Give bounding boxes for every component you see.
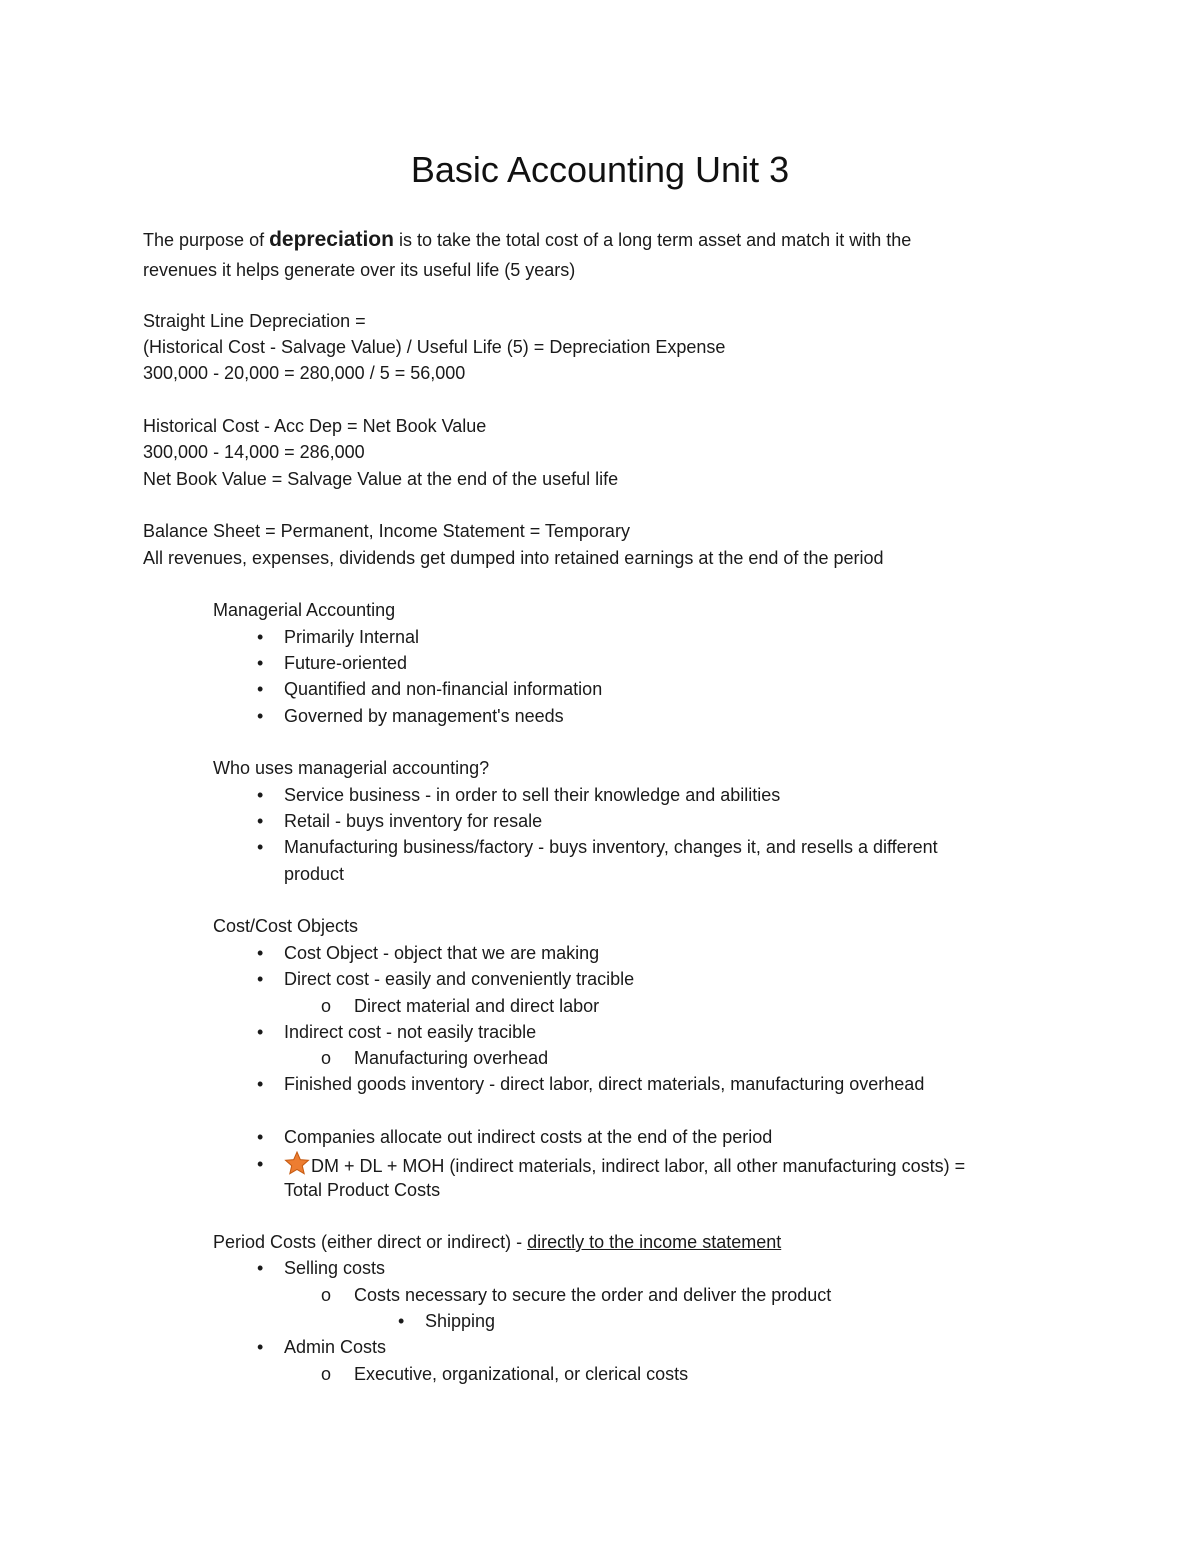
list-item: Companies allocate out indirect costs at the end of the period xyxy=(284,1127,773,1147)
bullet-icon: • xyxy=(257,627,264,647)
period-costs-heading xyxy=(213,1229,781,1255)
circle-bullet-icon: o xyxy=(321,1048,332,1068)
list-item: Indirect cost - not easily tracible xyxy=(284,1022,537,1042)
list-item: Admin Costs xyxy=(284,1337,387,1357)
circle-bullet-icon: o xyxy=(321,1364,332,1384)
list-item: Quantified and non-financial information xyxy=(284,679,603,699)
star-icon-shape xyxy=(286,1152,309,1174)
bullet-icon: • xyxy=(257,785,264,805)
sub-sub-list-item: Shipping xyxy=(425,1311,496,1331)
intro-line-1 xyxy=(143,227,911,253)
straight-line-formula: (Historical Cost - Salvage Value) / Useful Life (5) = Depreciation Expense xyxy=(143,337,726,357)
bullet-icon: • xyxy=(257,1258,264,1278)
bullet-icon: • xyxy=(398,1311,405,1331)
balance-line-2: All revenues, expenses, dividends get dumped into retained earnings at the end of the period xyxy=(143,548,884,568)
list-item: Primarily Internal xyxy=(284,627,420,647)
bullet-icon: • xyxy=(257,1127,264,1147)
straight-line-heading: Straight Line Depreciation = xyxy=(143,311,366,331)
bullet-icon: • xyxy=(257,837,264,857)
period-costs-heading-text: Period Costs (either direct or indirect) - xyxy=(213,1232,528,1252)
page-title: Basic Accounting Unit 3 xyxy=(410,149,790,190)
balance-line-1: Balance Sheet = Permanent, Income Statement = Temporary xyxy=(143,521,630,541)
period-costs-heading-underlined: directly to the income statement xyxy=(527,1232,782,1252)
net-book-example: 300,000 - 14,000 = 286,000 xyxy=(143,442,365,462)
list-item: Governed by management's needs xyxy=(284,706,564,726)
bullet-icon: • xyxy=(257,969,264,989)
list-item-text: DM + DL + MOH (indirect materials, indirect labor, all other manufacturing costs) = xyxy=(311,1156,966,1176)
list-item: Retail - buys inventory for resale xyxy=(284,811,543,831)
sub-list-item: Manufacturing overhead xyxy=(354,1048,549,1068)
managerial-heading: Managerial Accounting xyxy=(213,600,396,620)
bullet-icon: • xyxy=(257,706,264,726)
list-item-continuation: Total Product Costs xyxy=(284,1180,441,1200)
bullet-icon: • xyxy=(257,679,264,699)
bullet-icon: • xyxy=(257,1022,264,1042)
list-item: Manufacturing business/factory - buys inventory, changes it, and resells a different xyxy=(284,837,938,857)
sub-list-item: Executive, organizational, or clerical costs xyxy=(354,1364,689,1384)
intro-text-after: is to take the total cost of a long term asset and match it with the xyxy=(393,230,912,250)
list-item: Finished goods inventory - direct labor, direct materials, manufacturing overhead xyxy=(284,1074,925,1094)
bullet-icon: • xyxy=(257,943,264,963)
bullet-icon: • xyxy=(257,1337,264,1357)
intro-text-before: The purpose of xyxy=(143,230,270,250)
list-item-continuation: product xyxy=(284,864,345,884)
bullet-icon: • xyxy=(257,1154,264,1174)
bullet-icon: • xyxy=(257,653,264,673)
bullet-icon: • xyxy=(257,1074,264,1094)
circle-bullet-icon: o xyxy=(321,996,332,1016)
net-book-note: Net Book Value = Salvage Value at the end of the useful life xyxy=(143,469,619,489)
net-book-formula: Historical Cost - Acc Dep = Net Book Value xyxy=(143,416,487,436)
list-item: Selling costs xyxy=(284,1258,386,1278)
list-item: Direct cost - easily and conveniently tracible xyxy=(284,969,635,989)
list-item: Cost Object - object that we are making xyxy=(284,943,600,963)
intro-line-2: revenues it helps generate over its useful life (5 years) xyxy=(143,260,576,280)
who-uses-heading: Who uses managerial accounting? xyxy=(213,758,490,778)
sub-list-item: Direct material and direct labor xyxy=(354,996,600,1016)
bullet-icon: • xyxy=(257,811,264,831)
cost-objects-heading: Cost/Cost Objects xyxy=(213,916,359,936)
list-item: Service business - in order to sell their knowledge and abilities xyxy=(284,785,781,805)
list-item: Future-oriented xyxy=(284,653,408,673)
straight-line-example: 300,000 - 20,000 = 280,000 / 5 = 56,000 xyxy=(143,363,466,383)
sub-list-item: Costs necessary to secure the order and deliver the product xyxy=(354,1285,832,1305)
circle-bullet-icon: o xyxy=(321,1285,332,1305)
intro-term-depreciation: depreciation xyxy=(269,228,394,251)
